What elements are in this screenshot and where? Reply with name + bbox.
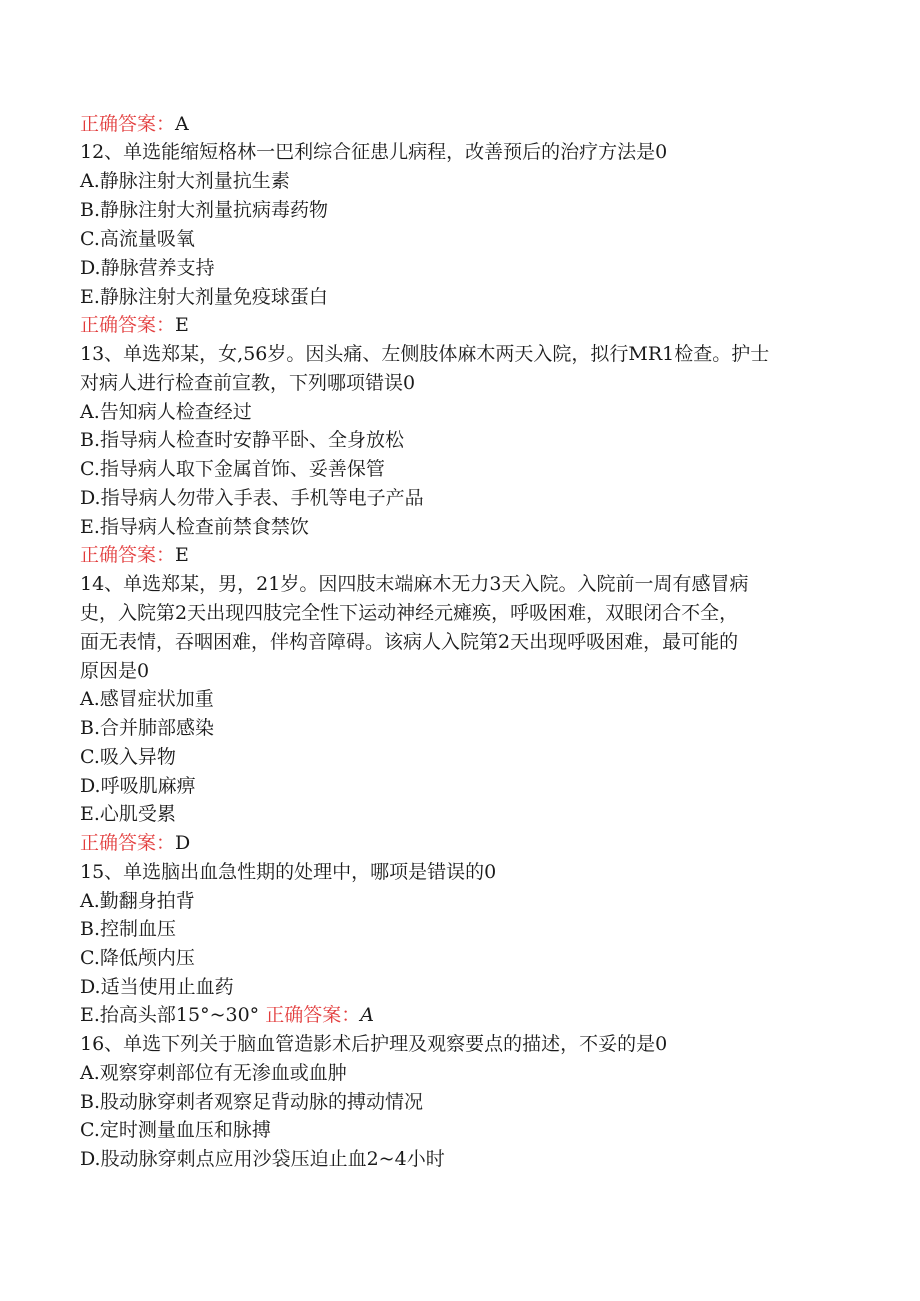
answer-label: 正确答案： bbox=[80, 544, 176, 566]
question-14-stem-line-1: 14、单选郑某，男，21岁。因四肢末端麻木无力3天入院。入院前一周有感冒病 bbox=[80, 573, 749, 595]
question-16-option-d: D.股动脉穿刺点应用沙袋压迫止血2~4小时 bbox=[80, 1148, 445, 1170]
question-13-option-d: D.指导病人勿带入手表、手机等电子产品 bbox=[80, 487, 424, 509]
question-13-option-e: E.指导病人检查前禁食禁饮 bbox=[80, 516, 309, 538]
answer-label: 正确答案： bbox=[80, 314, 176, 336]
question-12-option-a: A.静脉注射大剂量抗生素 bbox=[80, 170, 290, 192]
answer-line-11 bbox=[80, 110, 189, 138]
question-14-stem-line-4: 原因是0 bbox=[80, 660, 150, 682]
answer-line-12 bbox=[80, 311, 189, 339]
question-12-option-d: D.静脉营养支持 bbox=[80, 257, 215, 279]
question-15-option-e-with-answer bbox=[80, 1001, 374, 1029]
question-15-option-d: D.适当使用止血药 bbox=[80, 976, 234, 998]
answer-value: A bbox=[175, 113, 189, 135]
answer-label: 正确答案： bbox=[265, 1004, 361, 1026]
question-15-stem: 15、单选脑出血急性期的处理中，哪项是错误的0 bbox=[80, 861, 497, 883]
question-16-option-a: A.观察穿刺部位有无渗血或血肿 bbox=[80, 1062, 347, 1084]
answer-value: E bbox=[175, 314, 189, 336]
question-16-option-b: B.股动脉穿刺者观察足背动脉的搏动情况 bbox=[80, 1091, 424, 1113]
question-12-option-e: E.静脉注射大剂量免疫球蛋白 bbox=[80, 286, 328, 308]
answer-line-14 bbox=[80, 829, 190, 857]
question-14-stem-line-3: 面无表情，吞咽困难，伴构音障碍。该病人入院第2天出现呼吸困难，最可能的 bbox=[80, 631, 739, 653]
answer-label: 正确答案： bbox=[80, 113, 176, 135]
question-13-option-a: A.告知病人检查经过 bbox=[80, 401, 252, 423]
question-13-option-b: B.指导病人检查时安静平卧、全身放松 bbox=[80, 429, 405, 451]
question-15-option-c: C.降低颅内压 bbox=[80, 947, 195, 969]
question-14-option-e: E.心肌受累 bbox=[80, 803, 176, 825]
question-15-option-e: E.抬高头部15°~30° bbox=[80, 1004, 260, 1026]
question-15-option-b: B.控制血压 bbox=[80, 918, 177, 940]
answer-label: 正确答案： bbox=[80, 832, 176, 854]
question-14-option-c: C.吸入异物 bbox=[80, 746, 176, 768]
question-12-option-b: B.静脉注射大剂量抗病毒药物 bbox=[80, 199, 329, 221]
question-15-option-a: A.勤翻身拍背 bbox=[80, 890, 195, 912]
question-16-stem: 16、单选下列关于脑血管造影术后护理及观察要点的描述，不妥的是0 bbox=[80, 1033, 668, 1055]
question-14-stem-line-2: 史，入院第2天出现四肢完全性下运动神经元瘫痪，呼吸困难，双眼闭合不全， bbox=[80, 602, 739, 624]
answer-value: D bbox=[175, 832, 191, 854]
answer-value: A bbox=[360, 1004, 374, 1026]
question-14-option-b: B.合并肺部感染 bbox=[80, 717, 215, 739]
answer-value: E bbox=[175, 544, 189, 566]
question-13-stem-line-1: 13、单选郑某，女,56岁。因头痛、左侧肢体麻木两天入院，拟行MR1检查。护士 bbox=[80, 343, 770, 365]
answer-line-13 bbox=[80, 541, 189, 569]
question-14-option-a: A.感冒症状加重 bbox=[80, 688, 214, 710]
question-14-option-d: D.呼吸肌麻痹 bbox=[80, 775, 196, 797]
question-12-option-c: C.高流量吸氧 bbox=[80, 228, 195, 250]
question-16-option-c: C.定时测量血压和脉搏 bbox=[80, 1119, 271, 1141]
question-12-stem: 12、单选能缩短格林一巴利综合征患儿病程，改善预后的治疗方法是0 bbox=[80, 141, 668, 163]
question-13-stem-line-2: 对病人进行检查前宣教，下列哪项错误0 bbox=[80, 372, 416, 394]
question-13-option-c: C.指导病人取下金属首饰、妥善保管 bbox=[80, 458, 385, 480]
